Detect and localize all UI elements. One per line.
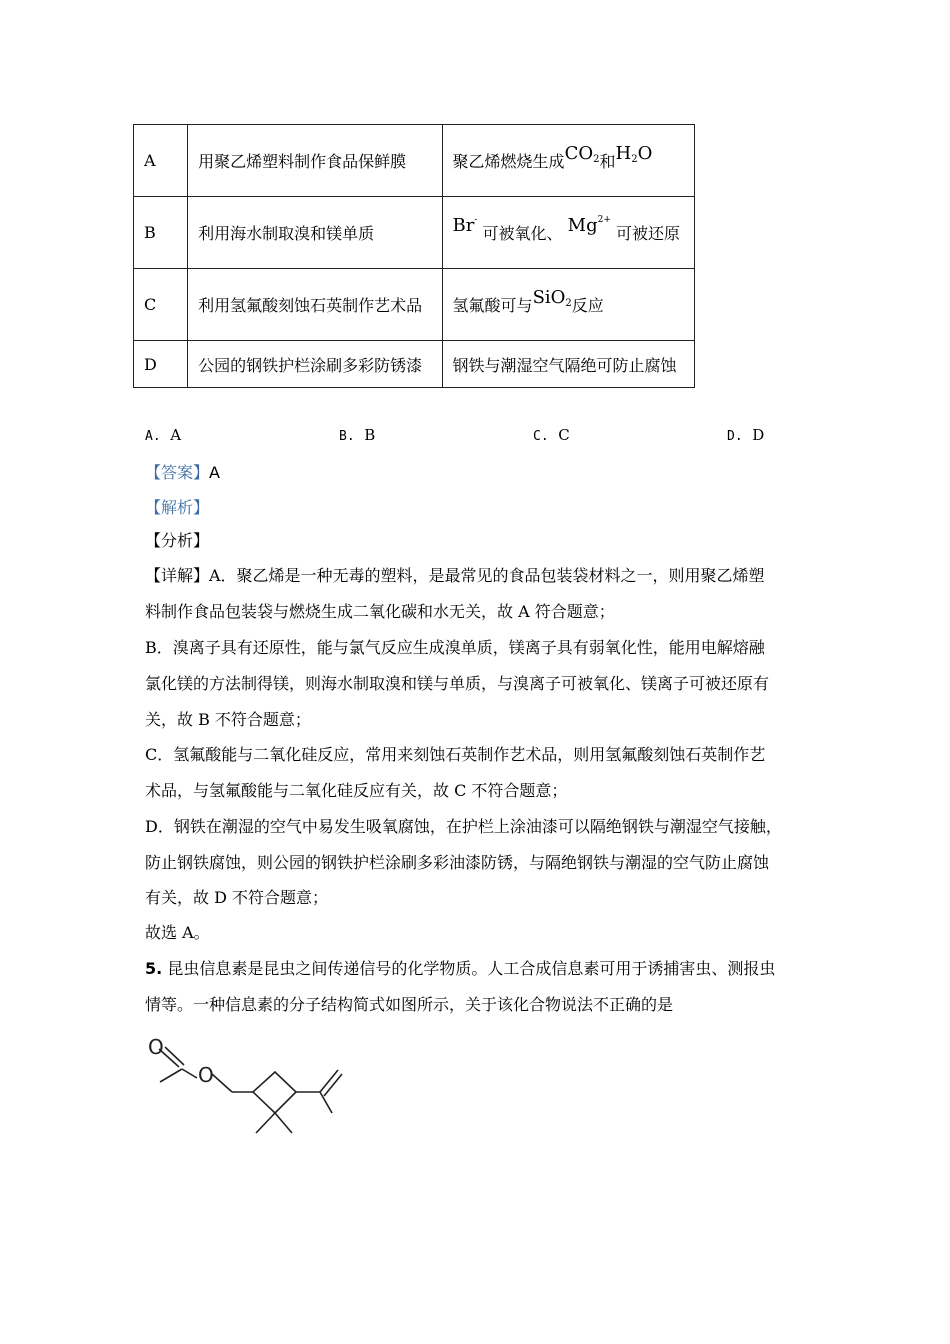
detail-line: 关，故 B 不符合题意；: [145, 710, 311, 729]
bond: [320, 1092, 332, 1113]
row-letter: A: [134, 125, 188, 197]
question-5-line: 5. 昆虫信息素是昆虫之间传递信号的化学物质。人工合成信息素可用于诱捕害虫、测报虫: [145, 959, 776, 978]
reason-text: 和: [599, 151, 616, 171]
detail-line: 【详解】A．聚乙烯是一种无毒的塑料，是最常见的食品包装袋材料之一，则用聚乙烯塑: [145, 566, 765, 585]
option-b[interactable]: B. B: [339, 426, 376, 444]
fenxi-tag: 【分析】: [145, 531, 210, 550]
h2o-formula: $H_2O$: [615, 142, 653, 165]
row-practice: 利用氢氟酸刻蚀石英制作艺术品: [188, 269, 442, 341]
bond: [275, 1113, 292, 1133]
detail-line: 有关，故 D 不符合题意；: [145, 888, 329, 907]
row-reason: [442, 269, 694, 341]
reason-text: 氢氟酸可与: [452, 295, 533, 315]
detail-line: 术品，与氢氟酸能与二氧化硅反应有关，故 C 不符合题意；: [145, 781, 568, 800]
row-reason: [442, 197, 694, 269]
mg-ion: $Mg^{2+}$: [567, 215, 611, 236]
br-ion: Br-: [452, 215, 478, 236]
bond: [256, 1113, 275, 1133]
bond: [212, 1074, 232, 1092]
table-row: [134, 341, 695, 388]
detail-line: D．钢铁在潮湿的空气中易发生吸氧腐蚀，在护栏上涂油漆可以隔绝钢铁与潮湿空气接触，: [145, 817, 782, 836]
co2-formula: $CO_2$: [564, 142, 600, 165]
molecule-structure: [140, 1025, 370, 1140]
oxygen-atom: O: [198, 1063, 214, 1087]
sio2-formula: SiO$_2$: [532, 286, 572, 309]
row-letter: C: [134, 269, 188, 341]
option-d[interactable]: D. D: [727, 426, 765, 444]
question-table: [133, 124, 695, 388]
analysis-tag: 【解析】: [145, 498, 210, 517]
row-letter: D: [134, 341, 188, 388]
reason-text: 聚乙烯燃烧生成: [452, 151, 565, 171]
bond: [182, 1069, 197, 1078]
bond: [160, 1069, 182, 1082]
option-a[interactable]: A. A: [145, 426, 182, 444]
table-row: [134, 125, 695, 197]
reason-text: 反应: [571, 295, 604, 315]
row-practice: 用聚乙烯塑料制作食品保鲜膜: [188, 125, 442, 197]
detail-line: 故选 A。: [145, 923, 210, 942]
answer-line: 【答案】A: [145, 463, 220, 482]
option-c[interactable]: C. C: [533, 426, 570, 444]
detail-line: B．溴离子具有还原性，能与氯气反应生成溴单质，镁离子具有弱氧化性，能用电解熔融: [145, 638, 765, 657]
row-practice: 利用海水制取溴和镁单质: [188, 197, 442, 269]
table-row: [134, 197, 695, 269]
row-reason: [442, 125, 694, 197]
oxygen-atom: O: [148, 1035, 164, 1059]
cyclobutane-ring: [253, 1072, 296, 1113]
table-row: [134, 269, 695, 341]
detail-line: 防止钢铁腐蚀，则公园的钢铁护栏涂刷多彩油漆防锈，与隔绝钢铁与潮湿的空气防止腐蚀: [145, 853, 770, 872]
detail-line: 料制作食品包装袋与燃烧生成二氧化碳和水无关，故 A 符合题意；: [145, 602, 615, 621]
detail-line: C．氢氟酸能与二氧化硅反应，常用来刻蚀石英制作艺术品，则用氢氟酸刻蚀石英制作艺: [145, 745, 766, 764]
row-letter: B: [134, 197, 188, 269]
reason-text: 可被氧化、: [482, 224, 563, 243]
row-practice: 公园的钢铁护栏涂刷多彩防锈漆: [188, 341, 442, 388]
question-5-line: 情等。一种信息素的分子结构简式如图所示，关于该化合物说法不正确的是: [145, 995, 674, 1014]
reason-text: 可被还原: [615, 224, 680, 243]
detail-line: 氯化镁的方法制得镁，则海水制取溴和镁与单质，与溴离子可被氧化、镁离子可被还原有: [145, 674, 770, 693]
row-reason: 钢铁与潮湿空气隔绝可防止腐蚀: [442, 341, 694, 388]
